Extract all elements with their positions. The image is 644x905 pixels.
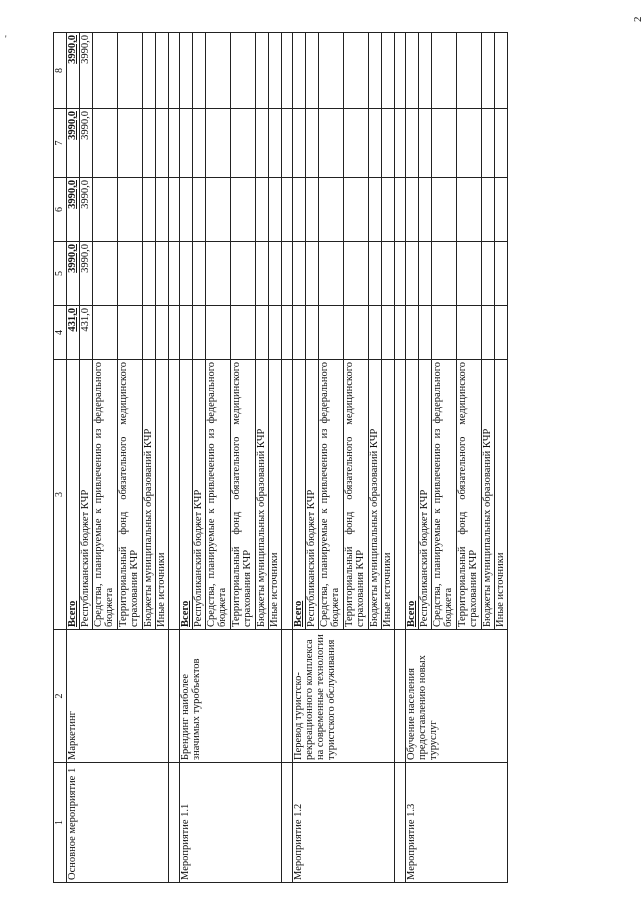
value-cell (156, 242, 169, 306)
measure-code-cell: Мероприятие 1.1 (180, 763, 282, 883)
value-cell (156, 109, 169, 178)
value-cell: 431,0 (80, 306, 93, 360)
value-cell (319, 33, 344, 109)
gap-cell (169, 242, 180, 306)
value-cell (269, 242, 282, 306)
gap-cell (395, 242, 406, 306)
value-cell (269, 178, 282, 242)
value-cell (382, 242, 395, 306)
gap-cell (169, 306, 180, 360)
value-cell (231, 109, 256, 178)
value-cell (344, 109, 369, 178)
funding-source-cell: Республиканский бюджет КЧР (419, 360, 432, 630)
value-cell (406, 306, 419, 360)
table-row (293, 33, 306, 883)
value-cell (143, 109, 156, 178)
rotated-page (53, 33, 638, 883)
funding-source-cell: Всего (67, 360, 80, 630)
funding-source-cell: Территориальный фонд обязательного медицинского страхования КЧР (118, 360, 143, 630)
value-cell: 3990,0 (67, 109, 80, 178)
column-header: 1 (54, 763, 67, 883)
gap-cell (395, 630, 406, 763)
value-cell (231, 33, 256, 109)
value-cell (306, 306, 319, 360)
funding-source-cell: Всего (406, 360, 419, 630)
funding-source-cell: Иные источники (156, 360, 169, 630)
value-cell (143, 242, 156, 306)
value-cell: 3990,0 (67, 178, 80, 242)
value-cell (193, 33, 206, 109)
value-cell (156, 178, 169, 242)
value-cell (256, 33, 269, 109)
value-cell (344, 33, 369, 109)
funding-source-cell: Иные источники (269, 360, 282, 630)
value-cell (256, 306, 269, 360)
value-cell (206, 109, 231, 178)
value-cell (369, 178, 382, 242)
funding-source-cell: Иные источники (382, 360, 395, 630)
value-cell (457, 178, 482, 242)
value-cell (306, 33, 319, 109)
value-cell (382, 33, 395, 109)
value-cell (180, 178, 193, 242)
measure-name-cell: Обучение населения предоставлению новых туруслуг (406, 630, 508, 763)
value-cell (269, 33, 282, 109)
gap-cell (282, 242, 293, 306)
funding-source-cell: Бюджеты муниципальных образований КЧР (369, 360, 382, 630)
value-cell (156, 306, 169, 360)
gap-cell (395, 109, 406, 178)
value-cell (482, 242, 495, 306)
gap-cell (169, 360, 180, 630)
value-cell (319, 178, 344, 242)
funding-source-cell: Средства, планируемые к привлечению из федерального бюджета (319, 360, 344, 630)
value-cell: 431,0 (67, 306, 80, 360)
funding-source-cell: Республиканский бюджет КЧР (80, 360, 93, 630)
value-cell (156, 33, 169, 109)
funding-source-cell: Средства, планируемые к привлечению из федерального бюджета (206, 360, 231, 630)
column-header-row (54, 33, 67, 883)
value-cell (293, 33, 306, 109)
block-gap-row (169, 33, 180, 883)
gap-cell (169, 33, 180, 109)
value-cell (206, 242, 231, 306)
value-cell: 3990,0 (67, 242, 80, 306)
value-cell (193, 242, 206, 306)
gap-cell (395, 33, 406, 109)
value-cell (193, 109, 206, 178)
value-cell (269, 306, 282, 360)
gap-cell (282, 360, 293, 630)
value-cell (369, 109, 382, 178)
gap-cell (169, 630, 180, 763)
value-cell (495, 306, 508, 360)
value-cell (495, 242, 508, 306)
value-cell: 3990,0 (80, 109, 93, 178)
value-cell (93, 33, 118, 109)
table-row (180, 33, 193, 883)
value-cell (93, 109, 118, 178)
value-cell (293, 178, 306, 242)
funding-source-cell: Бюджеты муниципальных образований КЧР (482, 360, 495, 630)
funding-source-cell: Средства, планируемые к привлечению из федерального бюджета (432, 360, 457, 630)
value-cell (193, 306, 206, 360)
column-header: 4 (54, 306, 67, 360)
value-cell (344, 178, 369, 242)
value-cell (319, 242, 344, 306)
value-cell (482, 178, 495, 242)
value-cell (306, 242, 319, 306)
value-cell (432, 109, 457, 178)
gap-cell (282, 630, 293, 763)
value-cell: 3990,0 (67, 33, 80, 109)
gap-cell (395, 763, 406, 883)
gap-cell (282, 33, 293, 109)
value-cell (406, 178, 419, 242)
gap-cell (169, 178, 180, 242)
gap-cell (395, 360, 406, 630)
gap-cell (169, 109, 180, 178)
value-cell (482, 109, 495, 178)
gap-cell (282, 763, 293, 883)
value-cell (369, 33, 382, 109)
measure-name-cell: Брендинг наиболее значимых туробъектов (180, 630, 282, 763)
value-cell (93, 178, 118, 242)
value-cell (432, 33, 457, 109)
value-cell (180, 33, 193, 109)
value-cell (369, 306, 382, 360)
column-header: 7 (54, 109, 67, 178)
table-row (67, 33, 80, 883)
column-header: 5 (54, 242, 67, 306)
measure-name-cell: Маркетинг (67, 630, 169, 763)
value-cell (382, 178, 395, 242)
value-cell (256, 178, 269, 242)
table-row (406, 33, 419, 883)
funding-source-cell: Территориальный фонд обязательного медицинского страхования КЧР (457, 360, 482, 630)
margin-mark: ' (5, 34, 7, 44)
value-cell (180, 109, 193, 178)
value-cell: 3990,0 (80, 178, 93, 242)
value-cell (118, 109, 143, 178)
value-cell (419, 178, 432, 242)
value-cell (495, 178, 508, 242)
column-header: 2 (54, 630, 67, 763)
funding-source-cell: Бюджеты муниципальных образований КЧР (143, 360, 156, 630)
value-cell (206, 33, 231, 109)
funding-table (53, 32, 508, 883)
gap-cell (395, 306, 406, 360)
block-gap-row (395, 33, 406, 883)
funding-source-cell: Бюджеты муниципальных образований КЧР (256, 360, 269, 630)
page-number: 2 (632, 16, 644, 22)
value-cell (180, 242, 193, 306)
measure-code-cell: Мероприятие 1.2 (293, 763, 395, 883)
value-cell (256, 109, 269, 178)
value-cell (306, 109, 319, 178)
value-cell (93, 242, 118, 306)
value-cell (118, 242, 143, 306)
value-cell (406, 109, 419, 178)
value-cell: 3990,0 (80, 33, 93, 109)
gap-cell (169, 763, 180, 883)
funding-source-cell: Иные источники (495, 360, 508, 630)
value-cell (269, 109, 282, 178)
value-cell (206, 306, 231, 360)
value-cell (143, 33, 156, 109)
column-header: 6 (54, 178, 67, 242)
value-cell (382, 306, 395, 360)
value-cell (495, 109, 508, 178)
value-cell (293, 109, 306, 178)
gap-cell (282, 178, 293, 242)
value-cell (457, 242, 482, 306)
value-cell (457, 306, 482, 360)
value-cell (143, 178, 156, 242)
value-cell (256, 242, 269, 306)
value-cell (118, 33, 143, 109)
value-cell (369, 242, 382, 306)
measure-name-cell: Перевод туристско-рекреационного комплекса на современные технологии туристского обслуживания (293, 630, 395, 763)
value-cell (143, 306, 156, 360)
funding-source-cell: Всего (180, 360, 193, 630)
value-cell (319, 306, 344, 360)
value-cell (293, 306, 306, 360)
value-cell (419, 109, 432, 178)
value-cell (118, 178, 143, 242)
value-cell (406, 33, 419, 109)
value-cell (495, 33, 508, 109)
value-cell (231, 242, 256, 306)
value-cell: 3990,0 (80, 242, 93, 306)
value-cell (319, 109, 344, 178)
value-cell (406, 242, 419, 306)
value-cell (457, 33, 482, 109)
value-cell (344, 242, 369, 306)
value-cell (231, 306, 256, 360)
measure-code-cell: Основное мероприятие 1 (67, 763, 169, 883)
funding-source-cell: Территориальный фонд обязательного медицинского страхования КЧР (231, 360, 256, 630)
value-cell (382, 109, 395, 178)
value-cell (306, 178, 319, 242)
value-cell (482, 306, 495, 360)
value-cell (419, 242, 432, 306)
value-cell (432, 178, 457, 242)
value-cell (118, 306, 143, 360)
value-cell (193, 178, 206, 242)
gap-cell (395, 178, 406, 242)
block-gap-row (282, 33, 293, 883)
column-header: 8 (54, 33, 67, 109)
column-header: 3 (54, 360, 67, 630)
value-cell (293, 242, 306, 306)
table-body (54, 33, 508, 883)
value-cell (180, 306, 193, 360)
value-cell (457, 109, 482, 178)
value-cell (482, 33, 495, 109)
value-cell (231, 178, 256, 242)
value-cell (432, 242, 457, 306)
funding-source-cell: Республиканский бюджет КЧР (193, 360, 206, 630)
value-cell (432, 306, 457, 360)
funding-source-cell: Территориальный фонд обязательного медицинского страхования КЧР (344, 360, 369, 630)
value-cell (93, 306, 118, 360)
measure-code-cell: Мероприятие 1.3 (406, 763, 508, 883)
value-cell (419, 306, 432, 360)
funding-source-cell: Всего (293, 360, 306, 630)
gap-cell (282, 109, 293, 178)
funding-source-cell: Республиканский бюджет КЧР (306, 360, 319, 630)
value-cell (419, 33, 432, 109)
value-cell (344, 306, 369, 360)
funding-source-cell: Средства, планируемые к привлечению из федерального бюджета (93, 360, 118, 630)
value-cell (206, 178, 231, 242)
gap-cell (282, 306, 293, 360)
